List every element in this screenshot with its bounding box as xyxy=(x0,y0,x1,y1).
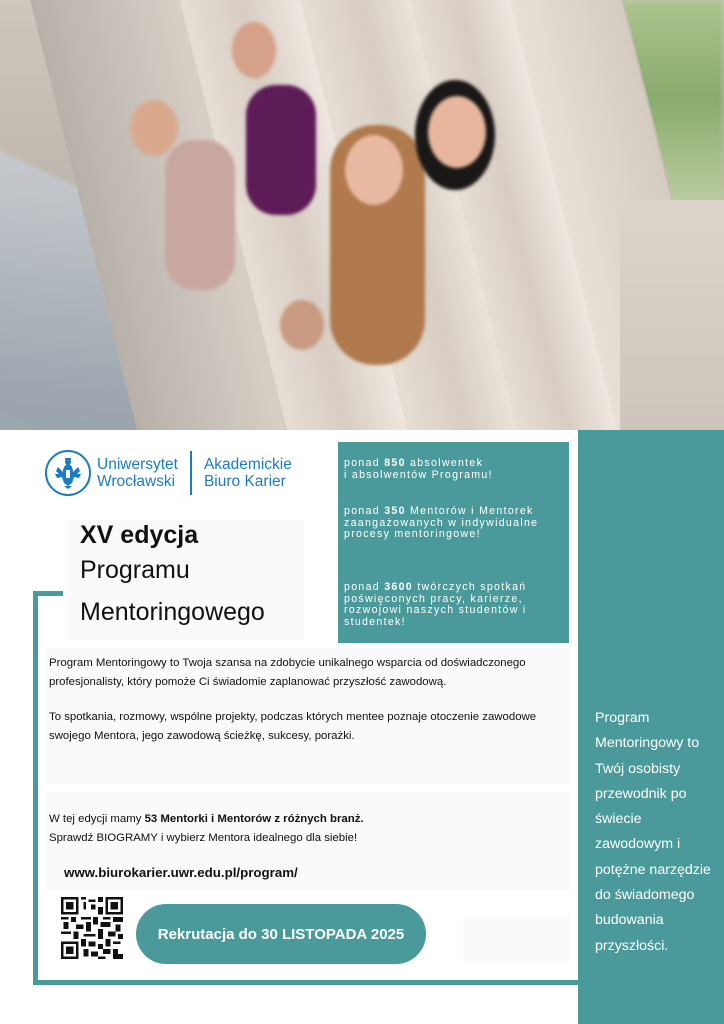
edition-info xyxy=(49,810,569,829)
stat-graduates xyxy=(344,458,568,481)
stat-text: i absolwentów Programu! xyxy=(344,468,493,481)
person-face xyxy=(232,22,276,78)
side-slogan: Program Mentoringowy to Twój osobisty przewodnik po świecie zawodowym i potężne narzędzie do świadomego budowania przyszłości. xyxy=(595,710,711,954)
stats-box xyxy=(338,442,569,643)
bracket-line-vertical xyxy=(33,591,38,984)
title-edition: XV edycja xyxy=(80,521,199,549)
description-para1: Program Mentoringowy to Twoja szansa na zdobycie unikalnego wsparcia od doświadczonego profesjonalisty, który pomoże Ci świadomie zaplanować przyszłość zawodową. xyxy=(49,657,526,688)
photo-panel xyxy=(620,200,724,430)
stat-prefix: ponad xyxy=(344,457,385,469)
eagle-emblem-icon xyxy=(45,450,91,496)
stat-text: zaangażowanych w indywidualne procesy mentoringowe! xyxy=(344,516,539,540)
person-face xyxy=(428,96,486,168)
stat-text: twórczych spotkań xyxy=(412,581,527,593)
qr-code-icon[interactable] xyxy=(60,897,124,959)
title-line2: Programu xyxy=(80,556,190,584)
university-logo xyxy=(45,449,292,497)
university-name-line2: Wrocławski xyxy=(97,473,176,490)
stat-number: 850 xyxy=(384,457,406,469)
university-name xyxy=(97,456,178,490)
office-name-line2: Biuro Karier xyxy=(203,473,286,490)
stat-number: 3600 xyxy=(384,581,413,593)
program-link[interactable]: www.biurokarier.uwr.edu.pl/program/ xyxy=(64,865,298,880)
edition-text: W tej edycji mamy xyxy=(49,813,145,825)
stat-text: absolwentek xyxy=(405,457,484,469)
biograms-info: Sprawdź BIOGRAMY i wybierz Mentora idealnego dla siebie! xyxy=(49,832,358,844)
office-name xyxy=(204,456,292,490)
recruitment-button[interactable]: Rekrutacja do 30 LISTOPADA 2025 xyxy=(136,904,426,964)
bracket-line-top xyxy=(33,591,63,596)
person-body xyxy=(246,85,316,215)
edition-count: 53 Mentorki i Mentorów z różnych branż. xyxy=(144,813,364,825)
stat-mentors xyxy=(344,506,568,541)
decorative-panel xyxy=(463,915,570,963)
description-para2: To spotkania, rozmowy, wspólne projekty, podczas których mentee poznaje otoczenie zawodowe swojego Mentora, jego zawodową ścieżkę, sukcesy, porażki. xyxy=(49,711,537,742)
title-line3: Mentoringowego xyxy=(80,598,265,626)
page-title xyxy=(67,520,304,640)
person-face xyxy=(130,100,178,156)
person-body xyxy=(165,140,235,290)
logo-divider xyxy=(190,451,192,495)
stat-prefix: ponad xyxy=(344,581,385,593)
university-name-line1: Uniwersytet xyxy=(97,456,178,473)
stat-number: 350 xyxy=(384,505,406,517)
person-face xyxy=(280,300,324,350)
stat-meetings xyxy=(344,582,568,628)
stat-prefix: ponad xyxy=(344,505,385,517)
person-face xyxy=(345,135,403,205)
stat-text: Mentorów i Mentorek xyxy=(405,505,534,517)
bracket-line-bottom xyxy=(33,980,578,985)
hero-photo xyxy=(0,0,724,430)
stat-text: poświęconych pracy, karierze, rozwojowi naszych studentów i studentek! xyxy=(344,592,527,628)
side-panel xyxy=(578,430,724,1024)
office-name-line1: Akademickie xyxy=(203,456,292,473)
